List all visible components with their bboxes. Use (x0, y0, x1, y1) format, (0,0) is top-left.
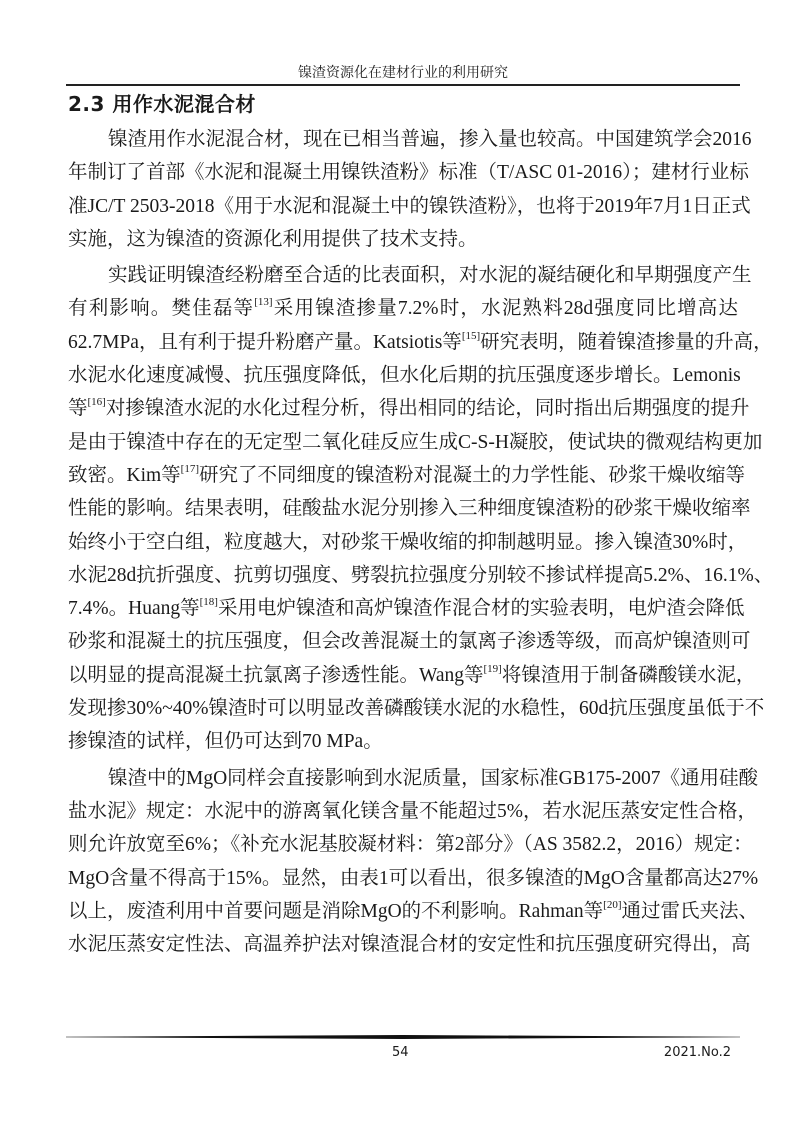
text-line (68, 326, 773, 359)
citation-ref: [19] (483, 662, 502, 675)
text-run: 发现掺30%~40%镍渣时可以明显改善磷酸镁水泥的水稳性，60d抗压强度虽低于不 (68, 698, 765, 720)
text-run: 致密。Kim等 (68, 464, 181, 486)
citation-ref: [16] (87, 396, 106, 409)
text-run: 水泥水化速度减慢、抗压强度降低，但水化后期的抗压强度逐步增长。Lemonis (68, 365, 741, 387)
text-line (68, 526, 748, 559)
page-number: 54 (392, 1045, 409, 1060)
text-run: 掺镍渣的试样，但仍可达到70 MPa。 (68, 731, 383, 753)
text-line (68, 625, 751, 658)
text-run: 以上，废渣利用中首要问题是消除MgO的不利影响。Rahman等 (68, 900, 604, 922)
text-run: 对掺镍渣水泥的水化过程分析，得出相同的结论，同时指出后期强度的提升 (105, 398, 750, 420)
text-run: 研究表明，随着镍渣掺量的升高， (480, 331, 773, 353)
citation-ref: [20] (603, 898, 622, 911)
text-run: 以明显的提高混凝土抗氯离子渗透性能。Wang等 (68, 664, 484, 686)
text-run: MgO含量不得高于15%。显然，由表1可以看出，很多镍渣的MgO含量都高达27% (68, 867, 759, 889)
header-rule (66, 84, 740, 86)
text-line (68, 559, 774, 592)
text-line (68, 190, 751, 223)
text-line (68, 862, 759, 895)
paragraph (68, 259, 774, 758)
footer-rule (66, 1035, 740, 1039)
text-line (68, 828, 753, 861)
text-run: 实施，这为镍渣的资源化利用提供了技术支持。 (68, 228, 478, 250)
text-run: 有利影响。樊佳磊等 (68, 298, 255, 320)
text-line (68, 459, 746, 492)
text-run: 准JC/T 2503-2018《用于水泥和混凝土中的镍铁渣粉》，也将于2019年7月1日正式 (68, 195, 751, 217)
paragraph (68, 123, 752, 256)
text-run: 62.7MPa，且有利于提升粉磨产量。Katsiotis等 (68, 331, 462, 353)
text-run: 始终小于空白组，粒度越大，对砂浆干燥收缩的抑制越明显。掺入镍渣30%时， (68, 531, 748, 553)
text-run: 实践证明镍渣经粉磨至合适的比表面积，对水泥的凝结硬化和早期强度产生 (108, 265, 752, 287)
text-run: 7.4%。Huang等 (68, 598, 200, 620)
citation-ref: [17] (180, 462, 199, 475)
citation-ref: [15] (461, 329, 481, 342)
text-line (68, 659, 756, 692)
text-run: 是由于镍渣中存在的无定型二氧化硅反应生成C-S-H凝胶，使试块的微观结构更加 (68, 431, 763, 453)
text-run: 通过雷氏夹法、 (621, 900, 758, 922)
paragraph (68, 762, 759, 962)
text-run: 水泥压蒸安定性法、高温养护法对镍渣混合材的安定性和抗压强度研究得出，高 (68, 934, 751, 956)
issue-label: 2021.No.2 (663, 1045, 731, 1060)
text-run: 研究了不同细度的镍渣粉对混凝土的力学性能、砂浆干燥收缩等 (199, 464, 746, 486)
text-run: 年制订了首部《水泥和混凝土用镍铁渣粉》标准（T/ASC 01-2016）；建材行业标 (68, 162, 749, 184)
text-run: 等 (68, 398, 88, 420)
citation-ref: [18] (199, 596, 218, 609)
text-line (68, 762, 759, 795)
section-heading: 2.3 用作水泥混合材 (68, 92, 256, 116)
text-line (68, 123, 752, 156)
text-line (68, 725, 738, 758)
text-run: 性能的影响。结果表明，硅酸盐水泥分别掺入三种细度镍渣粉的砂浆干燥收缩率 (68, 498, 751, 520)
text-line (68, 392, 750, 425)
text-line (68, 492, 751, 525)
citation-ref: [13] (254, 296, 273, 309)
text-run: 砂浆和混凝土的抗压强度，但会改善混凝土的氯离子渗透等级，而高炉镍渣则可 (68, 631, 751, 653)
text-line (68, 895, 758, 928)
text-line (68, 692, 765, 725)
text-line (68, 795, 757, 828)
text-run: 采用电炉镍渣和高炉镍渣作混合材的实验表明，电炉渣会降低 (217, 598, 745, 620)
text-line (68, 426, 763, 459)
text-run: 则允许放宽至6%；《补充水泥基胶凝材料：第2部分》（AS 3582.2，2016）规定： (68, 834, 753, 856)
text-run: 采用镍渣掺量7.2%时，水泥熟料28d强度同比增高达 (272, 298, 738, 320)
body-text (68, 123, 774, 964)
text-line (68, 359, 741, 392)
text-line (68, 259, 752, 292)
text-line (68, 592, 745, 625)
text-run: 镍渣用作水泥混合材，现在已相当普遍，掺入量也较高。中国建筑学会2016 (108, 129, 752, 150)
running-header: 镍渣资源化在建材行业的利用研究 (298, 65, 508, 81)
text-line (68, 928, 751, 961)
text-run: 将镍渣用于制备磷酸镁水泥， (501, 664, 756, 686)
text-run: 镍渣中的MgO同样会直接影响到水泥质量，国家标准GB175-2007《通用硅酸 (108, 767, 759, 789)
text-run: 水泥28d抗折强度、抗剪切强度、劈裂抗拉强度分别较不掺试样提高5.2%、16.1%、 (68, 564, 774, 586)
text-line (68, 292, 738, 325)
text-line (68, 223, 738, 256)
text-line (68, 156, 749, 189)
text-run: 盐水泥》规定：水泥中的游离氧化镁含量不能超过5%，若水泥压蒸安定性合格， (68, 800, 757, 822)
